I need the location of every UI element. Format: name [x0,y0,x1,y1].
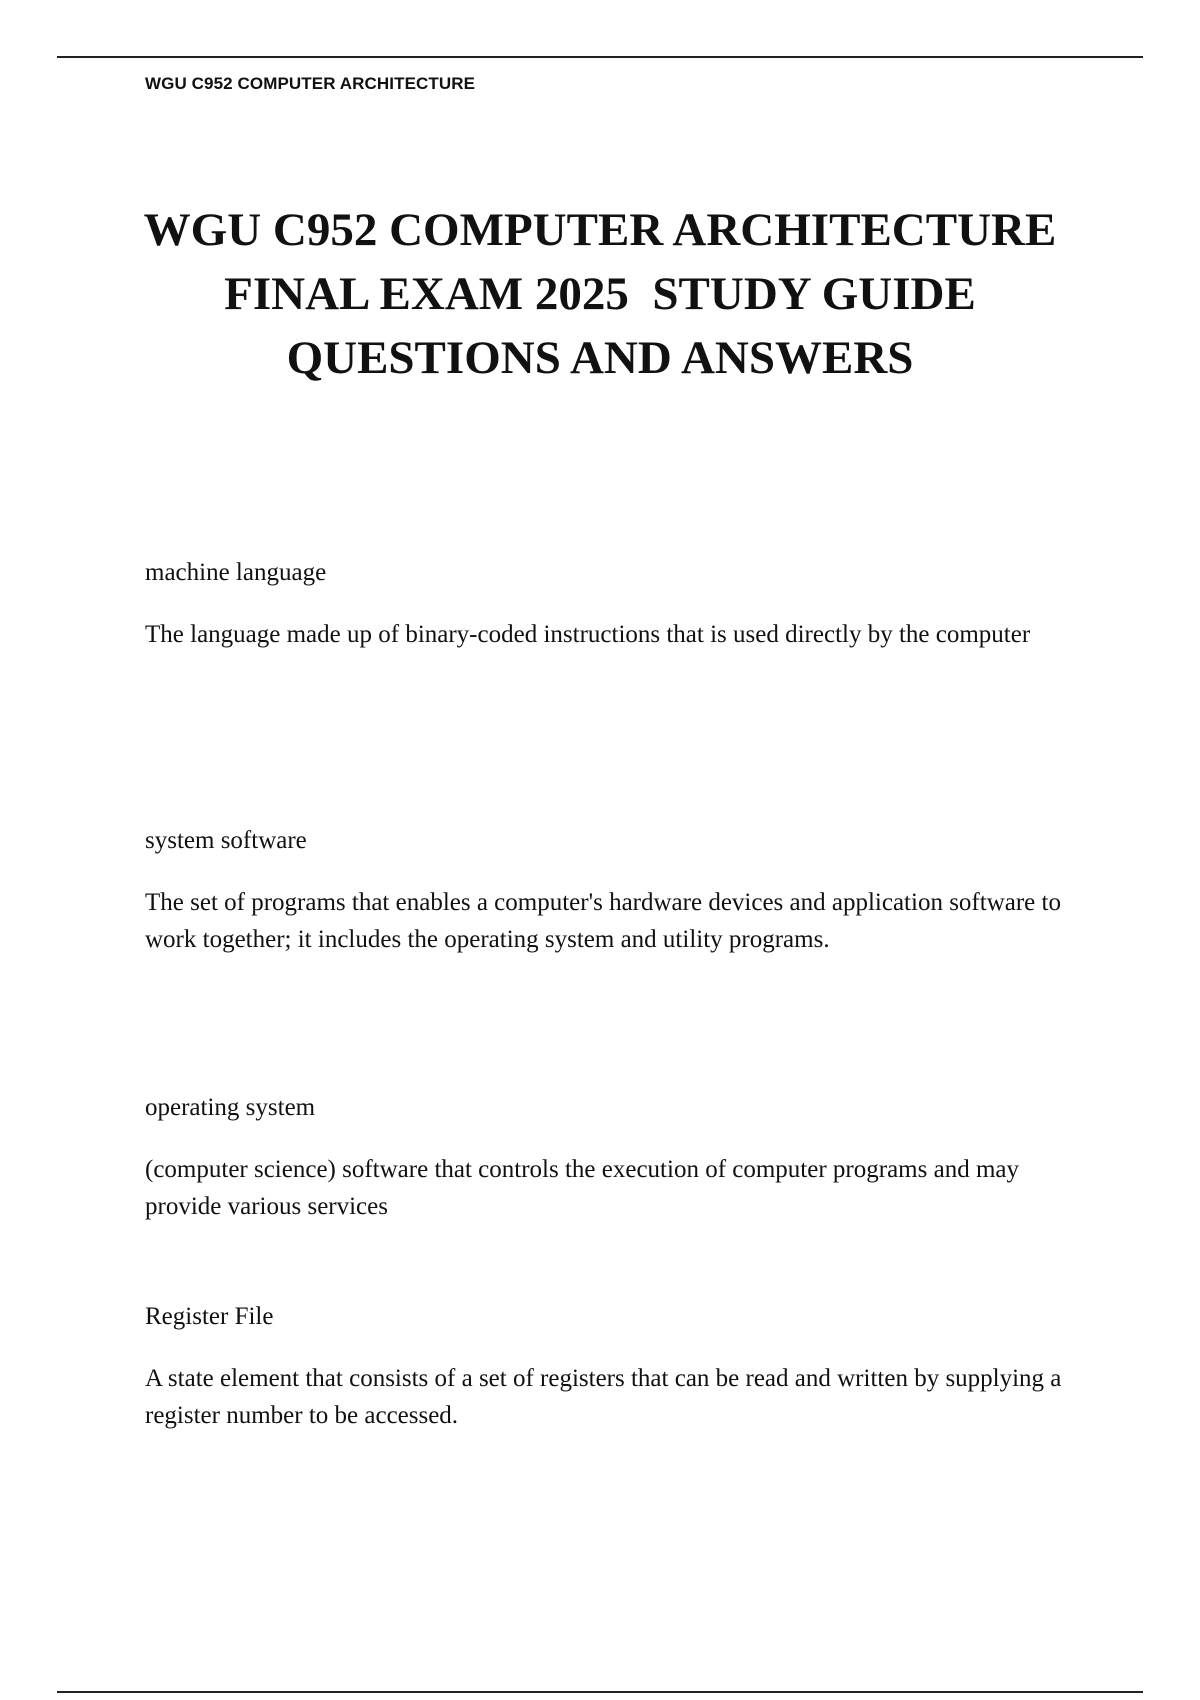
running-header: WGU C952 COMPUTER ARCHITECTURE [145,74,476,93]
title-line-1: WGU C952 COMPUTER ARCHITECTURE [143,204,1057,256]
qa-entry-operating-system [145,1093,1085,1225]
qa-entry-machine-language [145,558,1085,653]
term: machine language [145,559,327,586]
definition: (computer science) software that controls the execution of computer programs and may provide various services [145,1156,1019,1220]
footer-rule [57,1691,1143,1693]
definition: The set of programs that enables a computer's hardware devices and application software to work together; it includes the operating system and utility programs. [145,889,1061,953]
qa-entry-system-software [145,826,1085,958]
definition: The language made up of binary-coded instructions that is used directly by the computer [145,621,1031,648]
title-line-3: QUESTIONS AND ANSWERS [286,332,914,384]
header-rule [57,56,1143,58]
term: Register File [145,1303,274,1330]
document-title [100,198,1100,390]
qa-entry-register-file [145,1302,1085,1434]
definition: A state element that consists of a set of registers that can be read and written by supplying a register number to be accessed. [145,1365,1062,1429]
term: system software [145,827,307,854]
term: operating system [145,1094,316,1121]
title-line-2: FINAL EXAM 2025 STUDY GUIDE [224,268,976,320]
